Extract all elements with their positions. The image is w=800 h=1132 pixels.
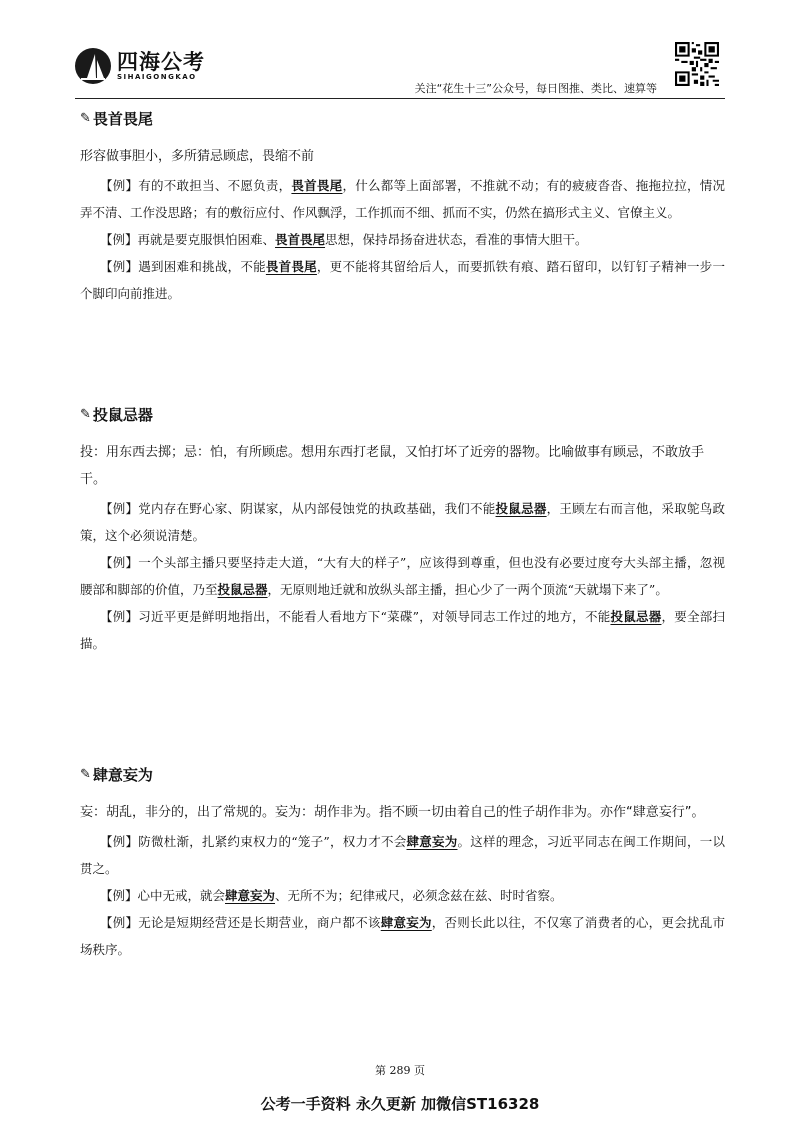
page-number: 第 289 页 [375, 1064, 425, 1077]
header-tagline: 关注“花生十三”公众号，每日图推、类比、速算等 [414, 82, 657, 95]
entry-definition: 妄：胡乱，非分的，出了常规的。妄为：胡作非为。指不顾一切由着自己的性子胡作非为。亦作“肆意妄行”。 [80, 805, 705, 820]
entry-title: ✎ 畏首畏尾 [80, 110, 153, 128]
qr-code-icon [675, 42, 719, 86]
example-sentence: 【例】党内存在野心家、阴谋家，从内部侵蚀党的执政基础，我们不能投鼠忌器，王顾左右而言他，采取鸵鸟政策，这个必须说清楚。 [80, 501, 725, 543]
example-sentence: 【例】一个头部主播只要坚持走大道，“大有大的样子”，应该得到尊重，但也没有必要过度夸大头部主播，忽视腰部和脚部的价值，乃至投鼠忌器，无原则地迁就和放纵头部主播，担心少了一两个顶流“天就塌下来了”。 [80, 555, 725, 597]
entry-definition: 形容做事胆小，多所猜忌顾虑，畏缩不前 [80, 149, 315, 164]
pencil-icon: ✎ [80, 407, 91, 422]
example-sentence: 【例】再就是要克服惧怕困难、畏首畏尾思想，保持昂扬奋进状态，看准的事情大胆干。 [100, 232, 588, 247]
example-sentence: 【例】有的不敢担当、不愿负责，畏首畏尾，什么都等上面部署，不推就不动；有的疲疲沓沓、拖拖拉拉，情况弄不清、工作没思路；有的敷衍应付、作风飘浮，工作抓而不细、抓而不实，仍然在搞形式主义、官僚主义。 [80, 178, 725, 220]
pencil-icon: ✎ [80, 767, 91, 782]
example-sentence: 【例】心中无戒，就会肆意妄为、无所不为；纪律戒尺，必须念兹在兹、时时省察。 [100, 888, 563, 903]
entry-title: ✎ 投鼠忌器 [80, 406, 153, 424]
entry-definition: 投：用东西去掷；忌：怕，有所顾虑。想用东西打老鼠，又怕打坏了近旁的器物。比喻做事有顾忌，不敢放手干。 [80, 445, 705, 487]
footer-note: 公考一手资料 永久更新 加微信ST16328 [260, 1095, 540, 1113]
entry-weishouweiwei [80, 108, 725, 307]
entry-toushujiqi [80, 404, 725, 657]
entry-title: ✎ 肆意妄为 [80, 766, 153, 784]
page-header [75, 40, 725, 99]
example-sentence: 【例】遇到困难和挑战，不能畏首畏尾，更不能将其留给后人，而要抓铁有痕、踏石留印，以钉钉子精神一步一个脚印向前推进。 [80, 259, 725, 301]
example-sentence: 【例】防微杜渐，扎紧约束权力的“笼子”，权力才不会肆意妄为。这样的理念，习近平同志在闽工作期间，一以贯之。 [80, 834, 725, 876]
logo-english: SIHAIGONGKAO [117, 72, 197, 81]
example-sentence: 【例】习近平更是鲜明地指出，不能看人看地方下“菜碟”，对领导同志工作过的地方，不能投鼠忌器，要全部扫描。 [80, 609, 725, 651]
entry-siyiwangwei [80, 764, 725, 963]
example-sentence: 【例】无论是短期经营还是长期营业，商户都不该肆意妄为，否则长此以往，不仅寒了消费者的心，更会扰乱市场秩序。 [80, 915, 725, 957]
brand-logo [75, 48, 205, 84]
sail-logo-icon [75, 48, 111, 84]
pencil-icon: ✎ [80, 111, 91, 126]
logo-chinese: 四海公考 [117, 49, 205, 74]
